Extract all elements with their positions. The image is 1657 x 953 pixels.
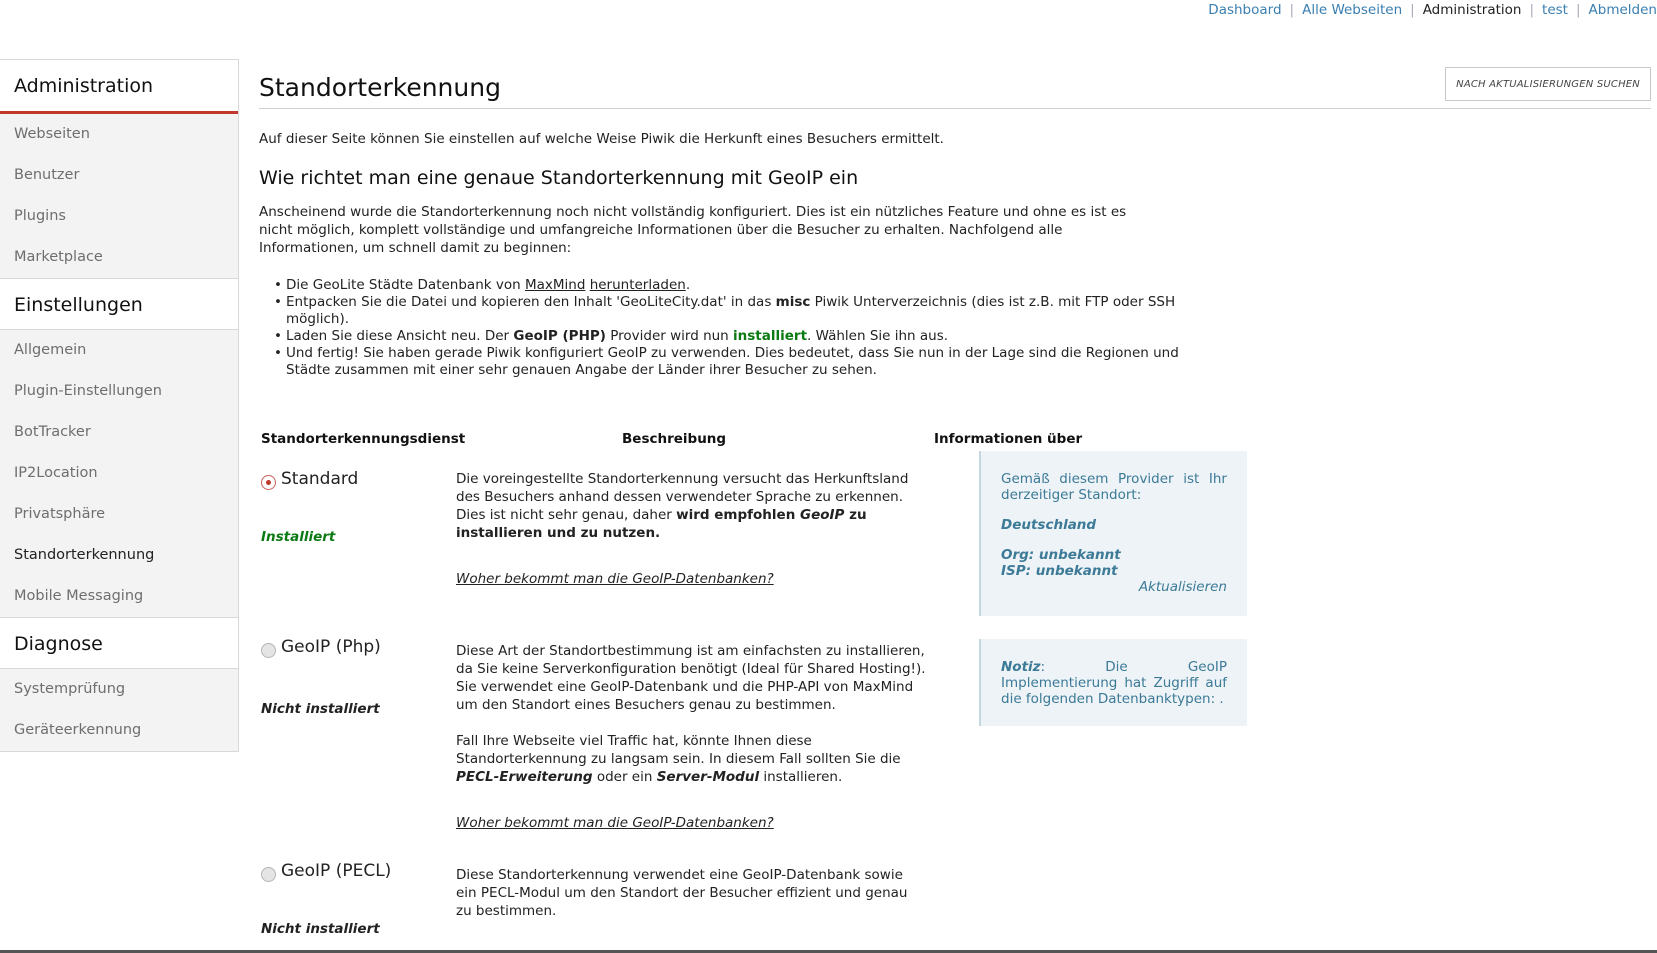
description-text: Fall Ihre Webseite viel Traffic hat, könnte Ihnen diese Standorterkennung zu langsam sein. In diesem Fall sollten Sie die: [456, 733, 901, 767]
provider-name: GeoIP (PECL): [281, 861, 392, 881]
intro-text: Auf dieser Seite können Sie einstellen auf welche Weise Piwik die Herkunft eines Besuchers ermittelt.: [259, 131, 944, 147]
provider-description: [456, 470, 926, 588]
provider-name: Standard: [281, 469, 359, 489]
sidebar-section-administration: Administration: [0, 60, 238, 114]
geoip-database-link[interactable]: Woher bekommt man die GeoIP-Datenbanken?: [456, 815, 774, 831]
sidebar-item-standorterkennung[interactable]: Standorterkennung: [14, 547, 155, 563]
sidebar-item-allgemein[interactable]: Allgemein: [14, 342, 87, 358]
geoip-php-label: GeoIP (PHP): [513, 328, 606, 344]
col-header-info: Informationen über: [934, 431, 1083, 447]
note-body: : Die GeoIP Implementierung hat Zugriff auf die folgenden Datenbanktypen: .: [1001, 659, 1227, 707]
nav-user-link[interactable]: test: [1542, 2, 1568, 18]
nav-separator: |: [1289, 2, 1295, 18]
step-reload: [274, 328, 1179, 345]
nav-separator: |: [1529, 2, 1535, 18]
info-isp: ISP: unbekannt: [1001, 563, 1118, 579]
maxmind-link[interactable]: MaxMind: [524, 277, 586, 293]
sidebar-item-bottracker[interactable]: BotTracker: [14, 424, 91, 440]
note-label: Notiz: [1001, 659, 1041, 675]
step-download: [274, 277, 1179, 294]
provider-status: Nicht installiert: [261, 701, 380, 717]
sidebar-section-diagnose: Diagnose: [0, 617, 238, 669]
provider-radio-standard[interactable]: [261, 475, 276, 490]
step-text: Laden Sie diese Ansicht neu. Der: [286, 328, 514, 344]
download-link[interactable]: herunterladen: [589, 277, 686, 293]
provider-name: GeoIP (Php): [281, 637, 381, 657]
provider-status: Nicht installiert: [261, 921, 380, 937]
provider-row-standard: [259, 451, 1651, 631]
provider-row-geoip-pecl: [259, 855, 1651, 935]
step-text: Die GeoLite Städte Datenbank von: [286, 277, 525, 293]
setup-steps-list: [274, 277, 1179, 379]
description-emphasis: wird empfohlen: [676, 507, 801, 523]
setup-paragraph: Anscheinend wurde die Standorterkennung noch nicht vollständig konfiguriert. Dies ist ein nützliches Feature und ohne es ist es nicht möglich, komplett vollständige und umfangreiche Informationen über die Besucher zu erhalten. Nachfolgend alle Informationen, um schnell damit zu beginnen:: [259, 204, 1127, 256]
step-extract: [274, 294, 1179, 328]
provider-radio-geoip-pecl[interactable]: [261, 867, 276, 882]
sidebar-item-plugins[interactable]: Plugins: [14, 208, 66, 224]
providers-table-header: [259, 431, 1651, 451]
description-text: installieren.: [759, 769, 843, 785]
step-text: . Wählen Sie ihn aus.: [807, 328, 949, 344]
description-text: Diese Art der Standortbestimmung ist am einfachsten zu installieren, da Sie keine Serverkonfiguration benötigt (Ideal für Shared Hosting!). Sie verwendet eine GeoIP-Datenbank und die PHP-API von MaxMind um den Standort eines Besuchers genau zu bestimmen.: [456, 643, 926, 713]
provider-description: Diese Standorterkennung verwendet eine GeoIP-Datenbank sowie ein PECL-Modul um den Standort der Besucher effizient und genau zu bestimmen.: [456, 867, 908, 919]
step-text: .: [685, 277, 691, 293]
nav-administration-link[interactable]: Administration: [1422, 2, 1522, 18]
sidebar-item-geraeteerkennung[interactable]: Geräteerkennung: [14, 722, 142, 738]
misc-dir-label: misc: [775, 294, 811, 310]
admin-sidebar: [0, 59, 239, 752]
provider-status: Installiert: [261, 529, 336, 545]
sidebar-item-mobile-messaging[interactable]: Mobile Messaging: [14, 588, 144, 604]
col-header-service: Standorterkennungsdienst: [261, 431, 466, 447]
pecl-extension-label: PECL-Erweiterung: [456, 769, 593, 785]
provider-row-geoip-php: [259, 631, 1651, 855]
col-header-description: Beschreibung: [622, 431, 727, 447]
sidebar-section-einstellungen: Einstellungen: [0, 278, 238, 330]
description-emphasis: GeoIP: [800, 507, 845, 523]
info-text: Gemäß diesem Provider ist Ihr derzeitiger Standort:: [1001, 471, 1227, 503]
nav-dashboard-link[interactable]: Dashboard: [1208, 2, 1282, 18]
sidebar-item-webseiten[interactable]: Webseiten: [14, 126, 90, 142]
provider-description: [456, 642, 926, 832]
description-emphasis: zu installieren und zu nutzen.: [456, 507, 867, 541]
sidebar-item-benutzer[interactable]: Benutzer: [14, 167, 80, 183]
provider-radio-geoip-php[interactable]: [261, 643, 276, 658]
setup-heading: Wie richtet man eine genaue Standorterkennung mit GeoIP ein: [259, 167, 859, 189]
sidebar-item-systempruefung[interactable]: Systemprüfung: [14, 681, 126, 697]
info-country: Deutschland: [1001, 517, 1097, 533]
page-title: Standorterkennung: [259, 73, 501, 102]
info-org: Org: unbekannt: [1001, 547, 1121, 563]
sidebar-item-marketplace[interactable]: Marketplace: [14, 249, 103, 265]
nav-separator: |: [1410, 2, 1415, 18]
nav-all-websites-link[interactable]: Alle Webseiten: [1302, 2, 1403, 18]
sidebar-item-plugin-einstellungen[interactable]: Plugin-Einstellungen: [14, 383, 162, 399]
step-text: Entpacken Sie die Datei und kopieren den Inhalt 'GeoLiteCity.dat' in das: [286, 294, 776, 310]
check-updates-button[interactable]: NACH AKTUALISIERUNGEN SUCHEN: [1445, 67, 1651, 101]
description-traffic-note: [456, 732, 926, 786]
description-text: Die voreingestellte Standorterkennung versucht das Herkunftsland des Besuchers anhand dessen verwendeter Sprache zu erkennen. Dies ist nicht sehr genau, daher: [456, 471, 909, 523]
title-row: [259, 59, 1651, 109]
note-text: [1001, 659, 1227, 707]
geoip-note-box: [979, 639, 1247, 726]
sidebar-item-privatsphaere[interactable]: Privatsphäre: [14, 506, 106, 522]
step-text: Provider wird nun: [605, 328, 734, 344]
step-text: Piwik Unterverzeichnis (dies ist z.B. mit FTP oder SSH möglich).: [286, 294, 1176, 327]
sidebar-item-ip2location[interactable]: IP2Location: [14, 465, 98, 481]
nav-logout-link[interactable]: Abmelden: [1588, 2, 1657, 18]
refresh-link[interactable]: Aktualisieren: [1138, 579, 1227, 595]
top-navigation: [1208, 2, 1657, 18]
geoip-database-link[interactable]: Woher bekommt man die GeoIP-Datenbanken?: [456, 571, 774, 587]
installed-label: installiert: [733, 328, 808, 344]
main-content: [259, 59, 1651, 935]
location-info-box: [979, 451, 1247, 616]
server-module-label: Server-Modul: [656, 769, 760, 785]
description-text: oder ein: [592, 769, 657, 785]
step-done: • Und fertig! Sie haben gerade Piwik konfiguriert GeoIP zu verwenden. Dies bedeutet, dass Sie nun in der Lage sind die Regionen und Städte zusammen mit einer sehr genauen Angabe der Länder ihrer Besucher zu sehen.: [274, 345, 1179, 379]
nav-separator: |: [1575, 2, 1581, 18]
